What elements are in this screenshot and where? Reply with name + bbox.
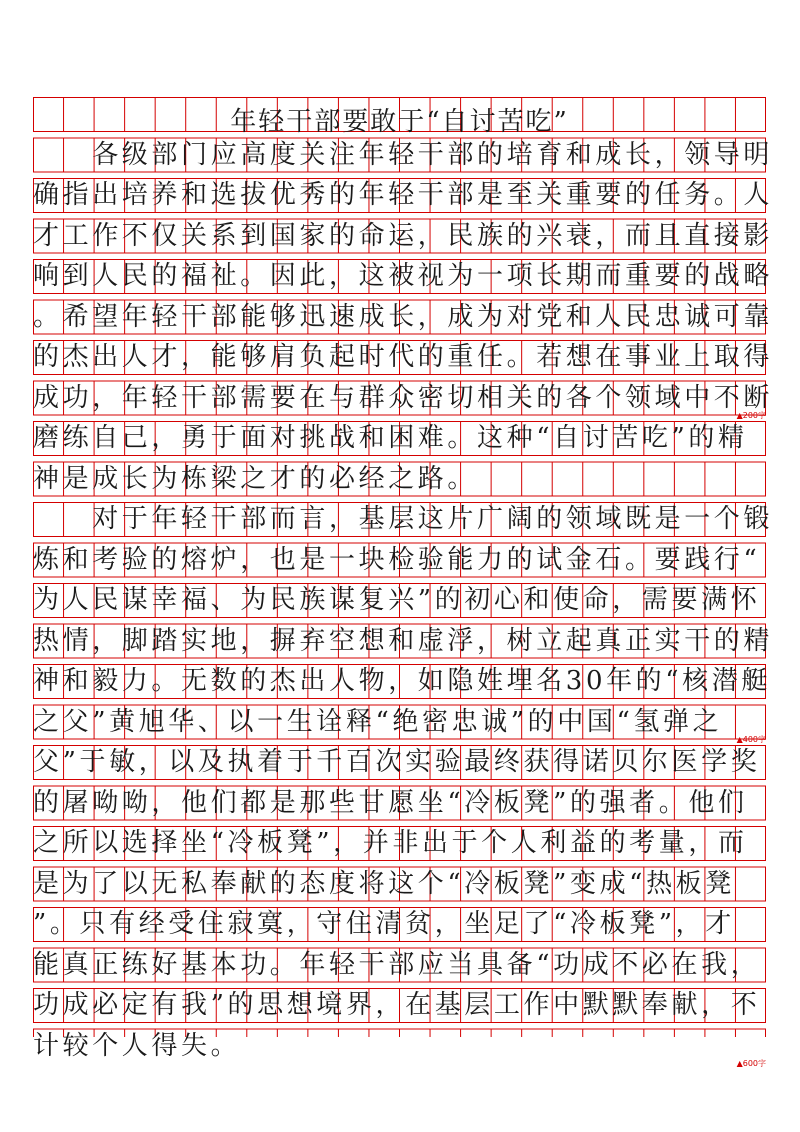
essay-line: 是为了以无私奉献的态度将这个“冷板凳”变成“热板凳 [33, 868, 735, 899]
essay-line: 对于年轻干部而言，基层这片广阔的领域既是一个锻 [33, 504, 774, 534]
manuscript-paper [33, 97, 774, 1068]
essay-line: 热情，脚踏实地，摒弃空想和虚浮，树立起真正实干的精 [33, 625, 774, 656]
essay-line: 功成必定有我”的思想境界，在基层工作中默默奉献，不 [33, 990, 761, 1020]
essay-line: 为人民谋幸福、为民族谋复兴”的初心和使命，需要满怀 [33, 585, 761, 615]
essay-line: 炼和考验的熔炉，也是一块检验能力的试金石。要践行“ [33, 544, 761, 575]
essay-line: 的屠呦呦，他们都是那些甘愿坐“冷板凳”的强者。他们 [33, 787, 748, 818]
essay-title: 年轻干部要敢于“自讨苦吃” [230, 107, 569, 137]
essay-line: 各级部门应高度关注年轻干部的培育和成长，领导明 [33, 139, 774, 170]
essay-line: 神和毅力。无数的杰出人物，如隐姓埋名30年的“核潜艇 [33, 666, 771, 696]
essay-line: 确指出培养和选拔优秀的年轻干部是至关重要的任务。人 [33, 180, 774, 210]
essay-line: 响到人民的福祉。因此，这被视为一项长期而重要的战略 [33, 261, 774, 291]
word-count-marker: ▲600字 [736, 1058, 766, 1068]
essay-line: 神是成长为栋梁之才的必经之路。 [33, 463, 478, 494]
essay-line: 才工作不仅关系到国家的命运，民族的兴衰，而且直接影 [33, 220, 774, 251]
essay-line: 的杰出人才，能够肩负起时代的重任。若想在事业上取得 [33, 342, 774, 372]
essay-line: 之所以选择坐“冷板凳”，并非出于个人利益的考量，而 [33, 828, 748, 858]
essay-line: 计较个人得失。 [33, 1030, 241, 1061]
essay-line: 父”于敏，以及执着于千百次实验最终获得诺贝尔医学奖 [33, 747, 761, 777]
word-count-marker: ▲400字 [736, 734, 766, 744]
essay-line: 磨练自己，勇于面对挑战和困难。这种“自讨苦吃”的精 [33, 423, 748, 453]
essay-line: 成功，年轻干部需要在与群众密切相关的各个领域中不断 [33, 382, 774, 413]
essay-line: 。希望年轻干部能够迅速成长，成为对党和人民忠诚可靠 [33, 301, 774, 332]
essay-line: 能真正练好基本功。年轻干部应当具备“功成不必在我， [33, 949, 761, 980]
word-count-marker: ▲200字 [736, 410, 766, 420]
essay-line: 之父”黄旭华、以一生诠释“绝密忠诚”的中国“氢弹之 [33, 706, 723, 737]
essay-line: ”。只有经受住寂寞，守住清贫，坐足了“冷板凳”，才 [33, 909, 735, 939]
